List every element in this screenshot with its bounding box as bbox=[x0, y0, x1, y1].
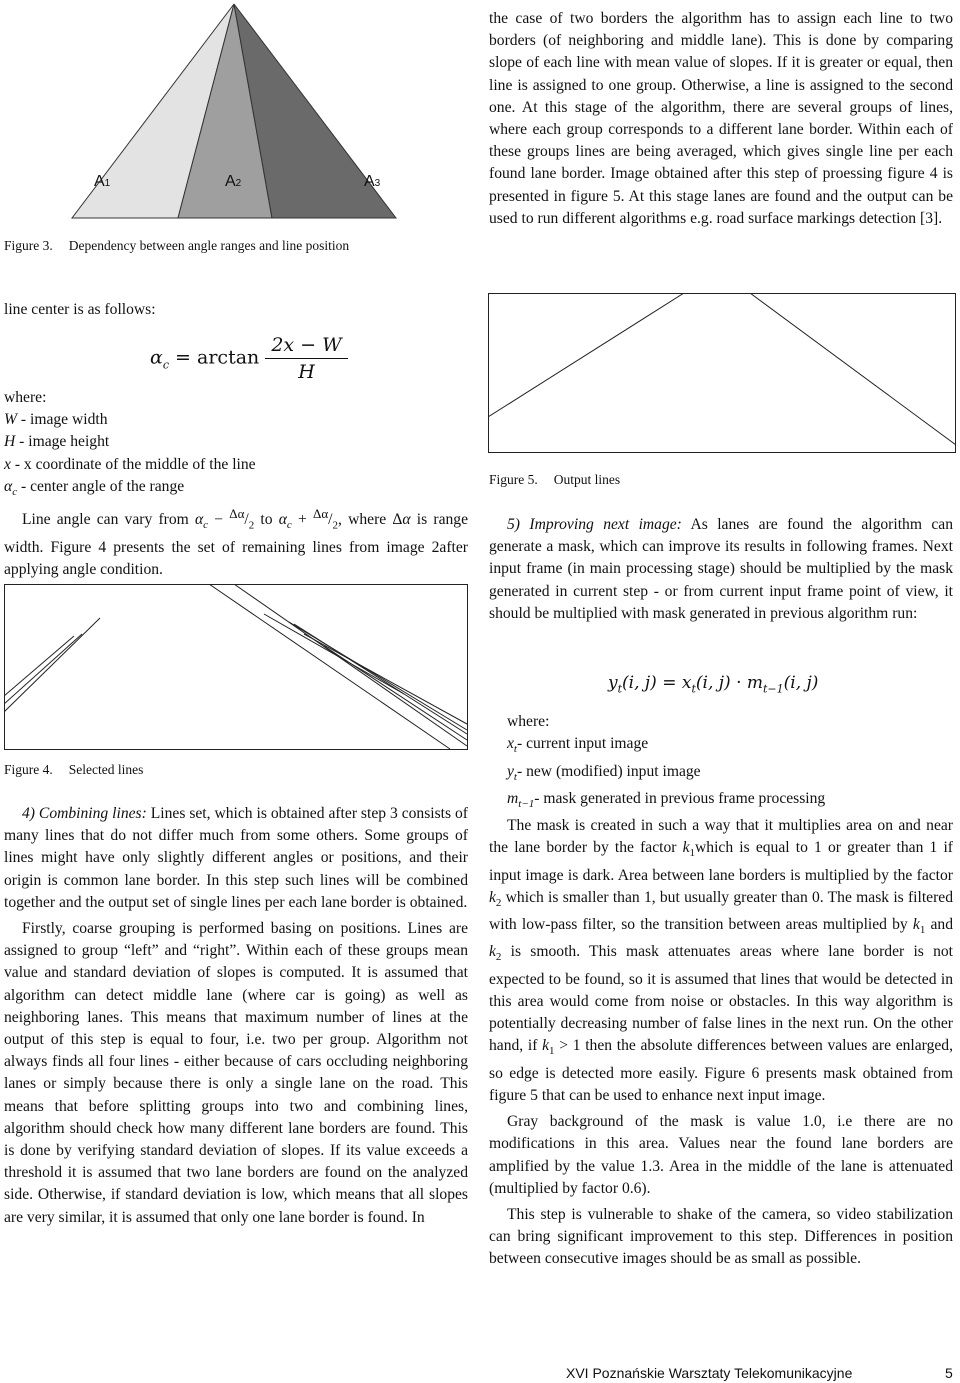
right-top-text: the case of two borders the algorithm has to assign each line to two borders (of neighboring and middle lane). This is done by comparing slope of each line with mean value of slopes. If it is greater or equal, then line is assigned to one group. Otherwise, a line is assigned to the second one. At this stage of the algorithm, there are several groups of lines, where each group corresponds to a different lane border. Within each of these groups lines are being averaged, which gives single line per each found lane border. Image obtained after this step of proessing figure 4 is presented in figure 5. At this stage lanes are found and the output can be used to run different algorithms e.g. road surface markings detection [3]. bbox=[489, 10, 953, 227]
figure-3-caption-text: Dependency between angle ranges and line position bbox=[68, 238, 350, 253]
where-label-1: where: bbox=[4, 389, 47, 406]
figure-4-image bbox=[4, 584, 468, 750]
section-5-p4: This step is vulnerable to shake of the camera, so video stabilization can bring significant improvement to this step. Differences in position between consecutive images should be as small as possible. bbox=[489, 1205, 953, 1268]
section-4 bbox=[4, 803, 468, 1229]
section-4-heading: 4) Combining lines: bbox=[22, 805, 147, 822]
figure-4-caption-label: Figure 4. bbox=[4, 762, 53, 777]
section-5-p3: Gray background of the mask is value 1.0, i.e there are no modifications in this area. Values near the found lane borders are amplified by the value 1.3. Area in the middle of the lane is attenuated (multiplied by factor 0.6). bbox=[489, 1113, 953, 1197]
where-item-h: H - image height bbox=[4, 433, 110, 451]
section-5-intro bbox=[489, 514, 953, 625]
section-4-p2: Firstly, coarse grouping is performed basing on positions. Lines are assigned to group “left” and “right”. Within each of these groups mean value and standard deviation of slopes is computed. It is assumed that algorithm can detect middle lane (where car is going) as well as neighboring lanes. This means that maximum number of lines at the output of this step is equal to four, i.e. two per group. Algorithm not always finds all four lines - either because of cars occluding neighboring lanes or simply because there is only a single lane on the road. This means that before splitting groups into two and combining lines, algorithm should check how many different lane borders are found. This is done by verifying standard deviation of slopes. If its value exceeds a threshold it is assumed that two lane borders are found on the analyzed side. Otherwise, if standard deviation is low, which means that all slopes are very similar, it is assumed that only one lane border is found. In bbox=[4, 920, 468, 1226]
figure-4-caption bbox=[4, 762, 143, 778]
figure-3-caption-label: Figure 3. bbox=[4, 238, 53, 253]
footer-page-number: 5 bbox=[945, 1365, 953, 1381]
fig3-label-a1: A1 bbox=[94, 173, 111, 190]
where-item-w: W - image width bbox=[4, 411, 108, 429]
section-5-p1 bbox=[489, 514, 953, 625]
fig3-label-a3: A3 bbox=[364, 173, 381, 190]
where-item-yt: $y_t-$ new (modified) input image bbox=[507, 762, 701, 783]
section-4-p1-text: Lines set, which is obtained after step 3 consists of many lines that do not differ much from some others. Some groups of lines might have only slightly different angles or positions, and their origin is common lane border. In this step such lines will be combined together and the output set of single lines per each lane border is obtained. bbox=[4, 805, 469, 911]
range-paragraph: Line angle can vary from $\alpha_c - ^{\Delta\alpha}/_2$ to $\alpha_c + ^{\Delta\alpha}/_2$, where Δα is range width. Figure 4 presents the set of remaining lines from image 2after applying angle condition. bbox=[4, 506, 468, 578]
footer-conference: XVI Poznańskie Warsztaty Telekomunikacyjne bbox=[566, 1365, 853, 1381]
left-intro bbox=[4, 299, 468, 321]
fig3-label-a2: A2 bbox=[225, 173, 242, 190]
left-intro-text: line center is as follows: bbox=[4, 301, 156, 318]
equation-mask: $y_t(i$, $j) = x_t(i$, $j) \cdot m_{t-1}(i$, j) bbox=[608, 673, 819, 696]
section-5-body bbox=[489, 711, 953, 1271]
figure-3-caption bbox=[4, 238, 349, 254]
figure-5-caption-label: Figure 5. bbox=[489, 472, 538, 487]
section-5-heading: 5) Improving next image: bbox=[507, 516, 682, 533]
where-item-alpha: $\alpha_c$ - center angle of the range bbox=[4, 477, 185, 498]
figure-5-image bbox=[488, 293, 956, 453]
section-5-p1-text: As lanes are found the algorithm can generate a mask, which can improve its results in following frames. Next input frame (in main processing stage) should be multiplied by the mask generated in current step - or from current input frame point of view, it should be multiplied with mask generated in previous algorithm run: bbox=[489, 516, 954, 622]
figure-4-caption-text: Selected lines bbox=[68, 762, 144, 777]
where-label-2: where: bbox=[507, 713, 550, 730]
where-block-1 bbox=[4, 387, 468, 581]
where-item-x: x - x coordinate of the middle of the line bbox=[4, 455, 256, 473]
where-item-mt: $m_{t-1}-$ mask generated in previous frame processing bbox=[507, 789, 826, 810]
figure-5-caption-text: Output lines bbox=[553, 472, 621, 487]
figure-5-caption bbox=[489, 472, 620, 488]
right-top-paragraph bbox=[489, 8, 953, 230]
section-4-p1 bbox=[4, 803, 468, 914]
equation-alpha-c: $\alpha_c = \arctan$ $\frac{2x - W}{H}$ bbox=[150, 334, 348, 383]
section-5-p2: The mask is created in such a way that it multiplies area on and near the lane border by the factor $k_1which$ is equal to 1 or greater than 1 if input image is dark. Area between lane borders is multiplied by the factor $k_2$ which is smaller than 1, but usually greater than 0. The mask is filtered with low-pass filter, so the transition between areas multiplied by $k_1$ and $k_2$ is smooth. This mask attenuates areas where lane border is not expected to be found, so it is assumed that lines that would be detected in this area would come from noise or obstacles. In this way algorithm is potentially decreasing number of false lines in the next run. On the other hand, if $k_1 > 1$ then the absolute differences between values are enlarged, so edge is detected more easily. Figure 6 presents mask obtained from figure 5 that can be used to enhance next input image. bbox=[489, 817, 953, 1104]
figure-3-image bbox=[68, 0, 400, 222]
where-item-xt: $x_t-$ current input image bbox=[507, 735, 649, 756]
